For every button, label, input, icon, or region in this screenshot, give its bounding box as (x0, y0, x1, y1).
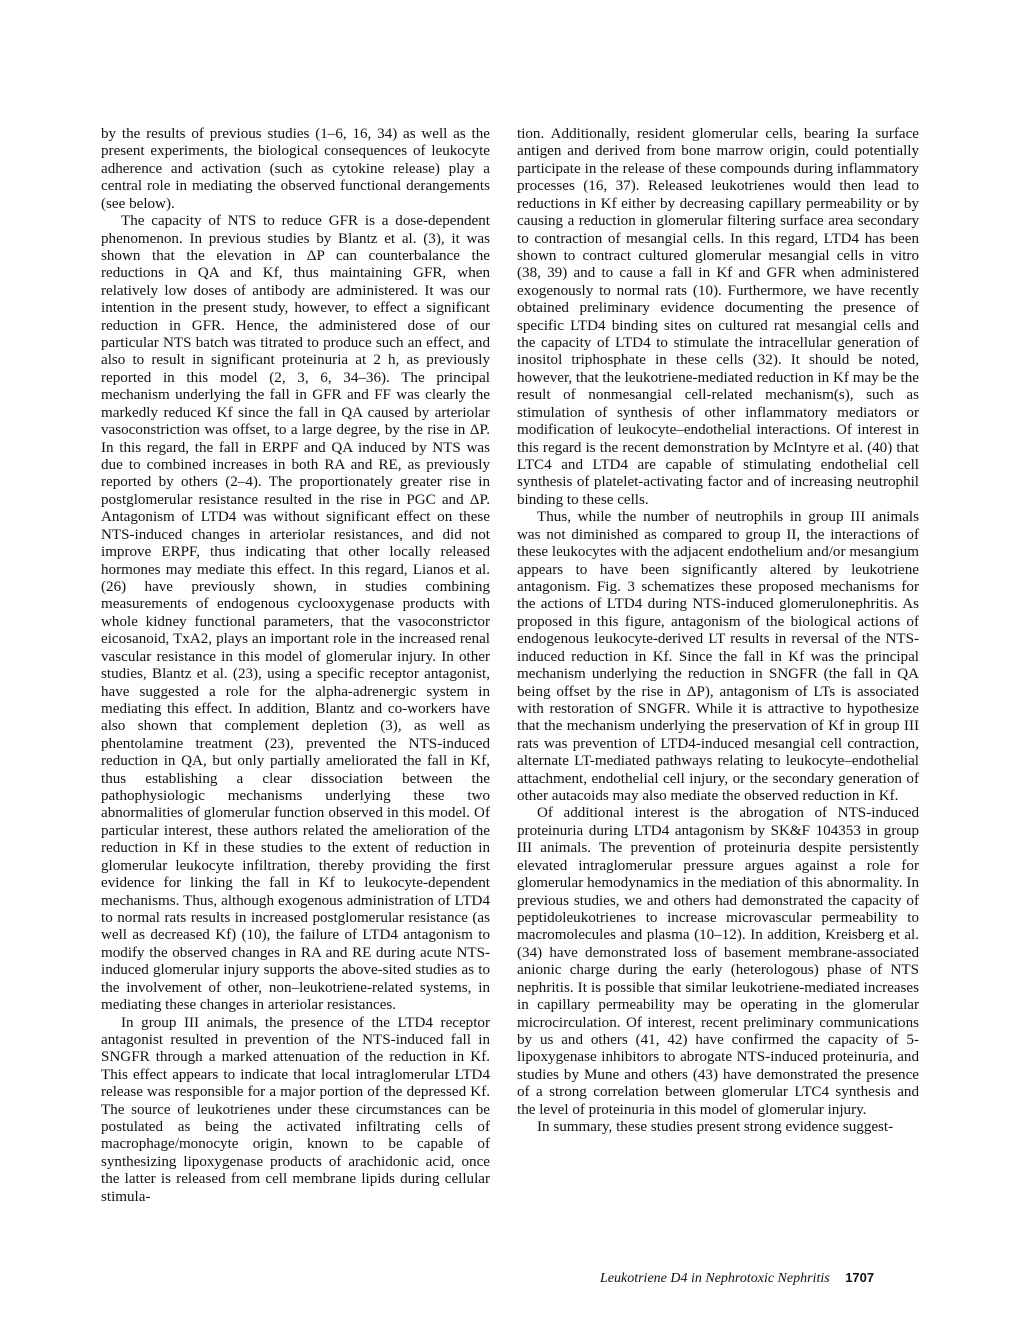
left-paragraph-1: by the results of previous studies (1–6, 16, 34) as well as the present experiments, the biological consequences of leukocyte adherence and activation (such as cytokine release) play a central role in mediating the observed functional derangements (see below). (101, 126, 490, 212)
left-paragraph-3: In group III animals, the presence of the LTD4 receptor antagonist resulted in prevention of the NTS-induced fall in SNGFR through a marked attenuation of the reduction in Kf. This effect appears to indicate that local intraglomerular LTD4 release was responsible for a major portion of the depressed Kf. The source of leukotrienes under these circumstances can be postulated as being the activated infiltrating cells of macrophage/monocyte origin, known to be capable of synthesizing lipoxygenase products of arachidonic acid, once the latter is released from cell membrane lipids during cellular stimula- (101, 1014, 490, 1205)
page-number: 1707 (845, 1270, 875, 1285)
right-column (517, 126, 919, 1136)
left-paragraph-2: The capacity of NTS to reduce GFR is a dose-dependent phenomenon. In previous studies by Blantz et al. (3), it was shown that the elevation in ΔP can counterbalance the reductions in QA and Kf, thus maintaining GFR, when relatively low doses of antibody are administered. It was our intention in the present study, however, to effect a significant reduction in GFR. Hence, the administered dose of our particular NTS batch was titrated to produce such an effect, and also to result in significant proteinuria at 2 h, as previously reported in this model (2, 3, 6, 34–36). The principal mechanism underlying the fall in GFR and FF was clearly the markedly reduced Kf since the fall in QA caused by arteriolar vasoconstriction was offset, to a large degree, by the rise in ΔP. In this regard, the fall in ERPF and QA induced by NTS was due to combined increases in both RA and RE, as previously reported by others (2–4). The proportionately greater rise in postglomerular resistance resulted in the rise in PGC and ΔP. Antagonism of LTD4 was without significant effect on these NTS-induced changes in arteriolar resistances, and did not improve ERPF, thus indicating that other locally released hormones may mediate this effect. In this regard, Lianos et al. (26) have previously shown, in studies combining measurements of endogenous cyclooxygenase products with whole kidney functional parameters, that the vasoconstrictor eicosanoid, TxA2, plays an important role in the increased renal vascular resistance in this model of glomerular injury. In other studies, Blantz et al. (23), using a specific receptor antagonist, have suggested a role for the alpha-adrenergic system in mediating this effect. In addition, Blantz and co-workers have also shown that complement depletion (3), as well as phentolamine treatment (23), prevented the NTS-induced reduction in QA, but only partially ameliorated the fall in Kf, thus establishing a clear dissociation between the pathophysiologic mechanisms underlying these two abnormalities of glomerular function observed in this model. Of particular interest, these authors related the amelioration of the reduction in Kf in these studies to the extent of reduction in glomerular leukocyte infiltration, thereby providing the first evidence for linking the fall in Kf to leukocyte-dependent mechanisms. Thus, although exogenous administration of LTD4 to normal rats results in increased postglomerular resistance (as well as decreased Kf) (10), the failure of LTD4 antagonism to modify the observed changes in RA and RE during acute NTS-induced glomerular injury supports the above-sited studies as to the involvement of other, non–leukotriene-related systems, in mediating these changes in arteriolar resistances. (101, 213, 490, 1014)
running-footer (600, 1270, 920, 1287)
right-paragraph-1: tion. Additionally, resident glomerular cells, bearing Ia surface antigen and derived from bone marrow origin, could potentially participate in the release of these compounds during inflammatory processes (16, 37). Released leukotrienes would then lead to reductions in Kf either by decreasing capillary permeability or by causing a reduction in glomerular filtering surface area secondary to contraction of mesangial cells. In this regard, LTD4 has been shown to contract cultured glomerular mesangial cells in vitro (38, 39) and to cause a fall in Kf and GFR when administered exogenously to normal rats (10). Furthermore, we have recently obtained preliminary evidence documenting the presence of specific LTD4 binding sites on cultured rat mesangial cells and the capacity of LTD4 to stimulate the intracellular generation of inositol triphosphate in these cells (32). It should be noted, however, that the leukotriene-mediated reduction in Kf may be the result of nonmesangial cell-related mechanism(s), such as stimulation of synthesis of other inflammatory mediators or modification of leukocyte–endothelial interactions. Of interest in this regard is the recent demonstration by McIntyre et al. (40) that LTC4 and LTD4 are capable of stimulating endothelial cell synthesis of platelet-activating factor and of increasing neutrophil binding to these cells. (517, 126, 919, 508)
right-paragraph-3: Of additional interest is the abrogation of NTS-induced proteinuria during LTD4 antagonism by SK&F 104353 in group III animals. The prevention of proteinuria despite persistently elevated intraglomerular pressure argues against a role for glomerular hemodynamics in the mediation of this abnormality. In previous studies, we and others had demonstrated the capacity of peptidoleukotrienes to increase microvascular permeability to macromolecules and plasma (10–12). In addition, Kreisberg et al. (34) have demonstrated loss of basement membrane-associated anionic charge during the early (heterologous) phase of NTS nephritis. It is possible that similar leukotriene-mediated increases in capillary permeability may be operating in the glomerular microcirculation. Of interest, recent preliminary communications by us and others (41, 42) have confirmed the capacity of 5-lipoxygenase inhibitors to abrogate NTS-induced proteinuria, and studies by Mune and others (43) have demonstrated the presence of a strong correlation between glomerular LTC4 synthesis and the level of proteinuria in this model of glomerular injury. (517, 805, 919, 1118)
left-column (101, 126, 490, 1206)
running-title: Leukotriene D4 in Nephrotoxic Nephritis (600, 1271, 830, 1286)
right-paragraph-4: In summary, these studies present strong evidence suggest- (537, 1119, 894, 1136)
right-paragraph-2: Thus, while the number of neutrophils in group III animals was not diminished as compared to group II, the interactions of these leukocytes with the adjacent endothelium and/or mesangium appears to have been significantly altered by leukotriene antagonism. Fig. 3 schematizes these proposed mechanisms for the actions of LTD4 during NTS-induced glomerulonephritis. As proposed in this figure, antagonism of the biological actions of endogenous leukocyte-derived LT results in reversal of the NTS-induced reduction in Kf. Since the fall in Kf was the principal mechanism underlying the reduction in SNGFR (the fall in QA being offset by the rise in ΔP), antagonism of LTs is associated with restoration of SNGFR. While it is attractive to hypothesize that the mechanism underlying the preservation of Kf in group III rats was prevention of LTD4-induced mesangial cell contraction, alternate LT-mediated pathways relating to leukocyte–endothelial attachment, endothelial cell injury, or the secondary generation of other autacoids may also mediate the observed reduction in Kf. (517, 509, 919, 805)
